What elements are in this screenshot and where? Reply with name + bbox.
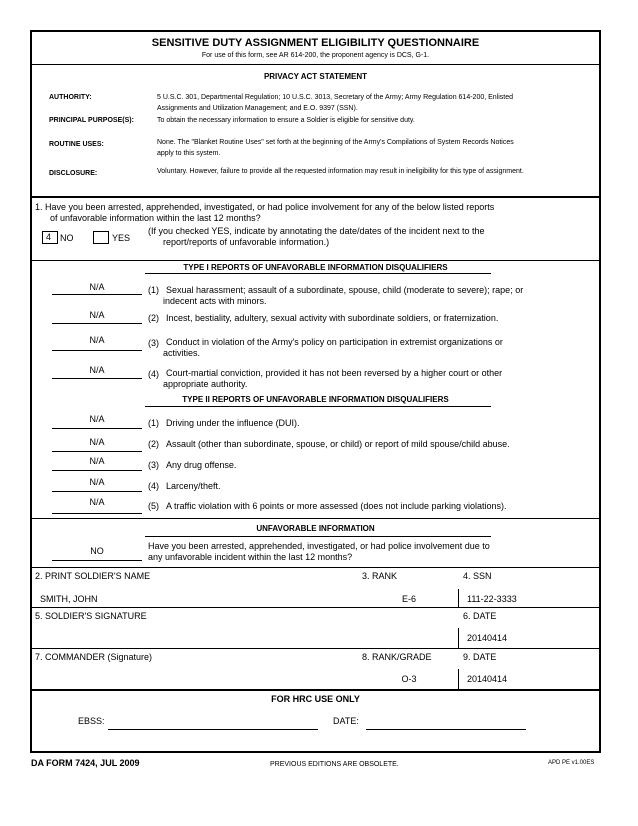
type2-value[interactable]: N/A (89, 437, 105, 447)
type2-item: Larceny/theft. (166, 481, 221, 491)
soldier-signature-label: 5. SOLDIER'S SIGNATURE (35, 611, 147, 621)
type2-value[interactable]: N/A (89, 456, 105, 466)
type2-item: A traffic violation with 6 points or more assessed (does not include parking violations). (166, 501, 507, 511)
heading-rule (145, 536, 491, 537)
unfavorable-value[interactable]: NO (90, 546, 104, 556)
soldier-name-label: 2. PRINT SOLDIER'S NAME (35, 571, 151, 581)
disclosure-text: Voluntary. However, failure to provide all the requested information may result in ineligibility for this type of assignment. (157, 168, 524, 175)
type2-item: Any drug offense. (166, 460, 237, 470)
type1-item: Sexual harassment; assault of a subordinate, spouse, child (moderate to severe); rape; or (166, 285, 524, 295)
editions-note: PREVIOUS EDITIONS ARE OBSOLETE. (270, 761, 399, 768)
unfavorable-question-cont: any unfavorable incident within the last 12 months? (148, 552, 353, 562)
type1-value[interactable]: N/A (89, 335, 105, 345)
divider (31, 196, 600, 198)
q1-note: (If you checked YES, indicate by annotating the date/dates of the incident next to the (148, 226, 485, 236)
authority-label: AUTHORITY: (49, 94, 92, 101)
heading-rule (145, 273, 491, 274)
answer-line (52, 428, 142, 429)
type2-value[interactable]: N/A (89, 477, 105, 487)
divider (31, 607, 600, 608)
commander-date-label: 9. DATE (463, 652, 497, 662)
answer-line (52, 513, 142, 514)
q1-text-cont: of unfavorable information within the last 12 months? (50, 213, 261, 223)
type1-num: (4) (148, 369, 159, 379)
type1-heading: TYPE I REPORTS OF UNFAVORABLE INFORMATION DISQUALIFIERS (183, 263, 448, 272)
type2-item: Driving under the influence (DUI). (166, 418, 300, 428)
type1-num: (2) (148, 313, 159, 323)
answer-line (52, 323, 142, 324)
type1-item-cont: activities. (163, 348, 201, 358)
answer-line (52, 451, 142, 452)
hrc-date-field[interactable] (366, 729, 526, 730)
cell-separator (458, 589, 459, 607)
soldier-date-label: 6. DATE (463, 611, 497, 621)
hrc-heading: FOR HRC USE ONLY (271, 694, 360, 704)
form-id: DA FORM 7424, JUL 2009 (31, 758, 140, 768)
form-title: SENSITIVE DUTY ASSIGNMENT ELIGIBILITY QUESTIONNAIRE (151, 37, 480, 49)
ebss-label: EBSS: (78, 716, 105, 726)
rank-label: 3. RANK (362, 571, 398, 581)
q1-note-cont: report/reports of unfavorable information.) (163, 237, 330, 247)
hrc-date-label: DATE: (333, 716, 359, 726)
soldier-name-value[interactable]: SMITH, JOHN (40, 594, 98, 604)
type1-item: Court-martial conviction, provided it has not been reversed by a higher court or other (166, 368, 503, 378)
form-subtitle: For use of this form, see AR 614-200, the proponent agency is DCS, G-1. (201, 52, 430, 59)
type2-num: (3) (148, 460, 159, 470)
yes-label: YES (112, 233, 131, 243)
divider (31, 64, 600, 65)
ssn-label: 4. SSN (463, 571, 492, 581)
type2-num: (1) (148, 418, 159, 428)
divider (31, 689, 600, 691)
divider (31, 648, 600, 649)
routine-text-cont: apply to this system. (157, 150, 221, 157)
type2-item: Assault (other than subordinate, spouse, or child) or report of mild spouse/child abuse. (166, 439, 510, 449)
purpose-text: To obtain the necessary information to ensure a Soldier is eligible for sensitive duty. (157, 117, 415, 124)
yes-checkbox[interactable] (93, 231, 109, 244)
unfavorable-heading: UNFAVORABLE INFORMATION (256, 524, 375, 533)
answer-line (52, 491, 142, 492)
type2-num: (4) (148, 481, 159, 491)
type2-value[interactable]: N/A (89, 414, 105, 424)
type2-heading: TYPE II REPORTS OF UNFAVORABLE INFORMATION DISQUALIFIERS (182, 395, 449, 404)
type1-num: (3) (148, 338, 159, 348)
no-checkbox-mark: 4 (46, 232, 52, 242)
unfavorable-question: Have you been arrested, apprehended, investigated, or had police involvement due to (148, 541, 490, 551)
version-label: APD PE v1.00ES (548, 760, 595, 766)
answer-line (52, 560, 142, 561)
type1-value[interactable]: N/A (89, 365, 105, 375)
cell-separator (458, 669, 459, 689)
answer-line (52, 378, 142, 379)
privacy-heading: PRIVACY ACT STATEMENT (263, 72, 368, 81)
soldier-date-value[interactable]: 20140414 (467, 633, 508, 643)
type2-value[interactable]: N/A (89, 497, 105, 507)
answer-line (52, 350, 142, 351)
commander-rank-value[interactable]: O-3 (401, 674, 417, 684)
type1-value[interactable]: N/A (89, 282, 105, 292)
q1-text: 1. Have you been arrested, apprehended, investigated, or had police involvement for any of the below listed reports (35, 202, 495, 212)
heading-rule (145, 406, 491, 407)
divider (31, 567, 600, 568)
no-label: NO (60, 233, 74, 243)
type1-item-cont: indecent acts with minors. (163, 296, 267, 306)
ebss-field[interactable] (108, 729, 318, 730)
routine-label: ROUTINE USES: (49, 141, 104, 148)
authority-text-cont: Assignments and Utilization Management; and E.O. 9397 (SSN). (157, 105, 358, 112)
type1-num: (1) (148, 285, 159, 295)
ssn-value[interactable]: 111-22-3333 (467, 594, 517, 604)
type1-item: Incest, bestiality, adultery, sexual activity with subordinate soldiers, or fraternization. (166, 313, 499, 323)
rank-value[interactable]: E-6 (401, 594, 416, 604)
purpose-label: PRINCIPAL PURPOSE(S): (49, 117, 134, 124)
answer-line (52, 294, 142, 295)
type1-item-cont: appropriate authority. (163, 379, 248, 389)
divider (31, 260, 600, 261)
commander-rank-label: 8. RANK/GRADE (362, 652, 432, 662)
commander-date-value[interactable]: 20140414 (467, 674, 508, 684)
type1-item: Conduct in violation of the Army's policy on participation in extremist organizations or (166, 337, 503, 347)
cell-separator (458, 628, 459, 648)
disclosure-label: DISCLOSURE: (49, 170, 98, 177)
answer-line (52, 470, 142, 471)
type1-value[interactable]: N/A (89, 310, 105, 320)
divider (31, 518, 600, 519)
authority-text: 5 U.S.C. 301, Departmental Regulation; 10 U.S.C. 3013, Secretary of the Army; Army Regulation 614-200, Enlisted (157, 94, 514, 101)
type2-num: (2) (148, 439, 159, 449)
type2-num: (5) (148, 501, 159, 511)
commander-signature-label: 7. COMMANDER (Signature) (35, 652, 153, 662)
routine-text: None. The "Blanket Routine Uses" set forth at the beginning of the Army's Compilations of System Records Notices (157, 139, 514, 146)
no-checkbox[interactable] (42, 231, 58, 244)
